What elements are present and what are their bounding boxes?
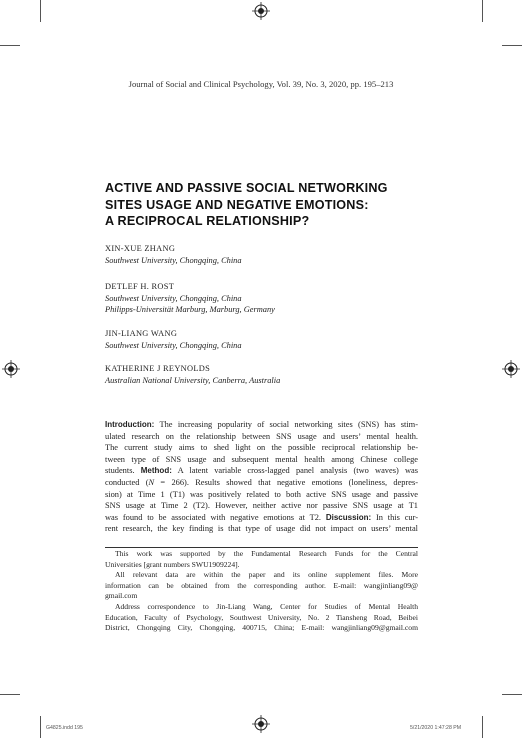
crop-mark [482,0,483,22]
abstract-line: ulated research on the relationship between SNS usage and users’ mental health. [105,431,418,441]
footnote-line: This work was supported by the Fundamental Research Funds for the Central [115,549,418,558]
crop-mark [0,45,20,46]
crop-mark [40,716,41,738]
abstract-text: A latent variable cross-lagged panel analysis (two waves) was [177,466,418,476]
registration-mark-icon [252,715,270,733]
abstract [105,419,418,535]
footnotes [105,549,418,634]
section-label-introduction: Introduction: [105,420,155,429]
author-name: DETLEF H. ROST [105,282,175,291]
abstract-text: was found to be associated with negative emotions at T2. [105,512,321,522]
author-name: XIN-XUE ZHANG [105,244,176,253]
crop-mark [482,716,483,738]
author-block [105,363,425,386]
author-name: KATHERINE J REYNOLDS [105,364,211,373]
abstract-text: = 266). Results showed that negative emotions (loneliness, depres- [154,477,419,487]
abstract-text: The increasing popularity of social networking sites (SNS) has stim- [159,420,418,429]
author-affiliation: Southwest University, Chongqing, China [105,340,242,350]
author-block [105,243,425,266]
footnote-line: information can be obtained from the corresponding author. E-mail: wangjinliang09@ [105,580,418,590]
footnote-line: gmail.com [105,591,138,601]
abstract-line [105,477,418,489]
journal-citation: Journal of Social and Clinical Psychology, Vol. 39, No. 3, 2020, pp. 195–213 [128,79,394,89]
footnote-line: All relevant data are within the paper and its online supplement files. More [115,570,418,580]
footnote-line: Universities [grant numbers SWU1909224]. [105,559,240,569]
footnote-rule [105,547,418,548]
title-line: SITES USAGE AND NEGATIVE EMOTIONS: [105,197,369,212]
author-affiliation: Australian National University, Canberra, Australia [105,375,281,385]
abstract-line: tween type of SNS usage and subsequent mental health among Chinese college [105,454,418,464]
abstract-line: sion) at Time 1 (T1) was positively related to both active SNS usage and passive [105,489,418,499]
author-block [105,281,425,316]
registration-mark-icon [502,360,520,378]
crop-mark [40,0,41,22]
abstract-line: rent research, the key finding is that type of usage did not impact on users’ mental [105,524,418,534]
abstract-text: In this cur- [376,512,419,522]
author-name: JIN-LIANG WANG [105,329,178,338]
author-affiliation: Philipps-Universität Marburg, Marburg, Germany [105,305,275,314]
section-label-method: Method: [140,466,172,476]
abstract-line: SNS usage at Time 2 (T2). However, neither active nor passive SNS usage at T1 [105,501,418,511]
author-block [105,328,425,351]
sample-size-symbol: N [148,477,155,487]
abstract-text: students. [105,466,135,476]
slug-filename: G4825.indd 195 [46,725,83,731]
footnote-line: Address correspondence to Jin-Liang Wang, Center for Studies of Mental Health [115,601,418,611]
author-affiliation: Southwest University, Chongqing, China [105,255,242,265]
footnote-line: District, Chongqing City, Chongqing, 400715, China; E-mail: wangjinliang09@gmail.com [105,623,418,633]
crop-mark [502,45,522,46]
registration-mark-icon [2,360,20,378]
crop-mark [502,694,522,695]
article-title [105,180,425,230]
abstract-line [105,465,418,477]
title-line: ACTIVE AND PASSIVE SOCIAL NETWORKING [105,181,388,195]
abstract-text: conducted ( [105,477,149,487]
footnote-line: Education, Faculty of Psychology, Southwest University, No. 2 Tiansheng Road, Beibei [105,612,418,622]
crop-mark [0,694,20,695]
title-line: A RECIPROCAL RELATIONSHIP? [105,214,310,228]
abstract-line: The current study aims to shed light on the possible reciprocal relationship be- [105,443,418,453]
registration-mark-icon [252,2,270,20]
section-label-discussion: Discussion: [325,512,372,522]
abstract-line [105,419,418,431]
author-affiliation: Southwest University, Chongqing, China [105,293,242,303]
slug-timestamp: 5/21/2020 1:47:28 PM [410,725,462,731]
abstract-line [105,512,418,524]
